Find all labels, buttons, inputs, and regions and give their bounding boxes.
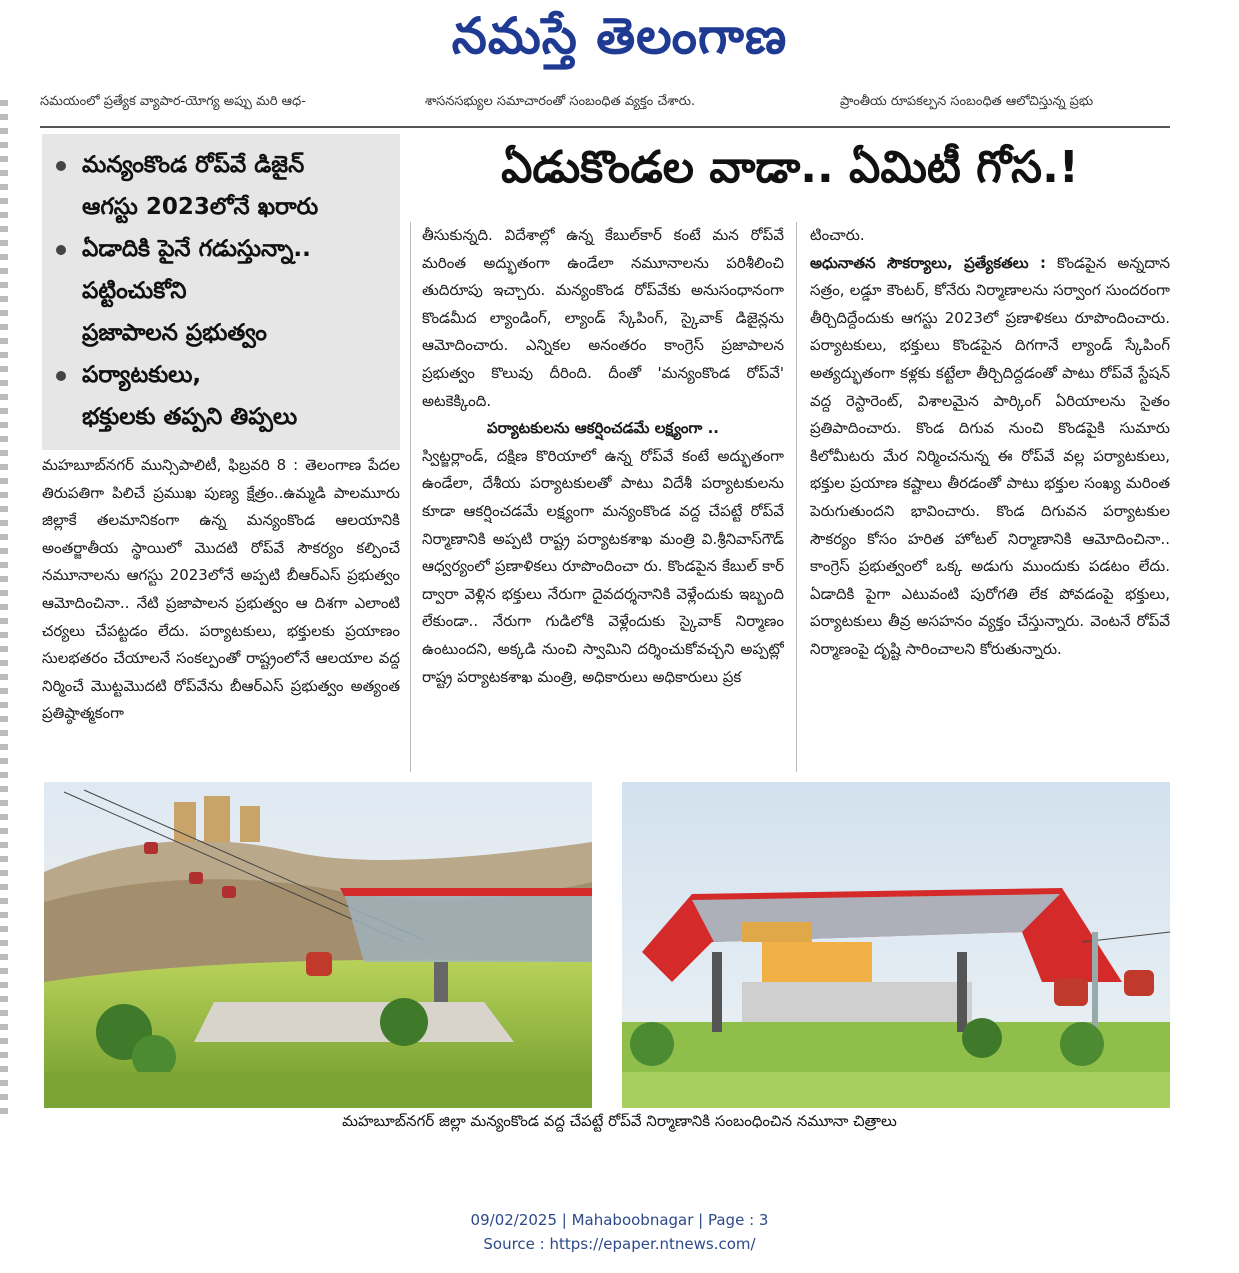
ropeway-render-hillside <box>44 782 592 1108</box>
highlight-2-line3: ప్రజాపాలన ప్రభుత్వం <box>82 320 267 346</box>
highlight-2-line2: పట్టించుకోని <box>82 278 187 304</box>
bullet-icon <box>56 245 66 255</box>
column-2-subhead: పర్యాటకులను ఆకర్షించడమే లక్ష్యంగా .. <box>487 419 719 438</box>
footer-date-edition: 09/02/2025 | Mahaboobnagar | Page : 3 <box>470 1211 769 1229</box>
highlight-1: మన్యంకొండ రోప్‌వే డిజైన్ <box>56 144 304 186</box>
article-column-2 <box>422 222 784 772</box>
photo-caption: మహబూబ్‌నగర్ జిల్లా మన్యంకొండ వద్ద చేపట్టే రోప్‌వే నిర్మాణానికి సంబంధించిన నమూనా చిత్రాలు <box>342 1112 897 1130</box>
column-2-text-b: స్విట్జర్లాండ్, దక్షిణ కొరియాలో ఉన్న రోప్‌వే కంటే అద్భుతంగా ఉండేలా, దేశీయ పర్యాటకులతో పాటు విదేశీ పర్యాటకులను కూడా ఆకర్షించడమే లక్ష్యంగా మన్యంకొండ వద్ద చేపట్టే రోప్‌వే నిర్మాణానికి అప్పటి రాష్ట్ర పర్యాటకశాఖ మంత్రి వి.శ్రీనివాస్‌గౌడ్ ఆధ్వర్యంలో ప్రణాళికలు రూపొందించా రు. కొండపైన కేబుల్ కార్ ద్వారా వెళ్లిన భక్తులు నేరుగా దైవదర్శనానికి వెళ్లేందుకు ఇబ్బంది లేకుండా.. నేరుగా గుడిలోకి వెళ్లేందుకు స్కైవాక్ నిర్మాణం ఉంటుందని, అక్కడి నుంచి స్వామిని దర్శించుకోవచ్చని అప్పట్లో రాష్ట్ర పర్యాటకశాఖ మంత్రి, అధికారులు అధికారులు ప్రక <box>422 446 784 686</box>
column-divider <box>796 222 797 772</box>
ropeway-render-station-image <box>622 782 1170 1108</box>
highlight-3-line2: భక్తులకు తప్పని తిప్పలు <box>82 404 298 430</box>
column-2-text-a: తీసుకున్నది. విదేశాల్లో ఉన్న కేబుల్‌కార్ కంటే మన రోప్‌వే మరింత అద్భుతంగా ఉండేలా నమూనాలను పరిశీలించి తుదిరూపు ఇచ్చారు. మన్యంకొండ రోప్‌వేకు అనుసంధానంగా కొండమీద ల్యాండింగ్, ల్యాండ్ స్కేపింగ్, స్కైవాక్ డిజైన్లను ఆమోదించారు. ఎన్నికల అనంతరం కాంగ్రెస్ ప్రజాపాలన ప్రభుత్వం కొలువు దీరింది. దీంతో 'మన్యంకొండ రోప్‌వే' అటకెక్కింది. <box>422 226 784 410</box>
article-column-1 <box>42 452 400 772</box>
highlights-box <box>42 134 400 450</box>
article-column-3 <box>810 222 1170 772</box>
top-rule <box>40 126 1170 128</box>
column-3-lead: అధునాతన సౌకర్యాలు, ప్రత్యేకతలు : <box>810 253 1047 272</box>
cutline-right: ప్రాంతీయ రూపకల్పన సంబంధిత ఆలోచిస్తున్న ప్రభు <box>840 94 1094 109</box>
bullet-icon <box>56 161 66 171</box>
page-edge-fold <box>0 100 8 1120</box>
article-headline: ఏడుకొండల వాడా.. ఏమిటీ గోస.! <box>501 142 1079 193</box>
column-3-text-b: అధునాతన సౌకర్యాలు, ప్రత్యేకతలు : కొండపైన అన్నదాన సత్రం, లడ్డూ కౌంటర్, కోనేరు నిర్మాణాలను సర్వాంగ సుందరంగా తీర్చిదిద్దేందుకు ఆగస్టు 2023లో ప్రణాళికలు రూపొందించారు. పర్యాటకులు, భక్తులు కొండపైన దిగగానే ల్యాండ్ స్కేపింగ్ అత్యద్భుతంగా కళ్లకు కట్టేలా తీర్చిదిద్దడంతో పాటు రోప్‌వే స్టేషన్ వద్ద రెస్టారెంట్, విశాలమైన పార్కింగ్ ఏరియాలను సైతం ప్రతిపాదించారు. కొండ దిగువ నుంచి కొండపైకి సుమారు కిలోమీటరు మేర నిర్మించనున్న ఈ రోప్‌వే వల్ల పర్యాటకులు, భక్తుల ప్రయాణ కష్టాలు తీరడంతో పాటు భక్తుల సంఖ్య మరింత పెరుగుతుందని భావించారు. కొండ దిగువన పర్యాటకుల సౌకర్యం కోసం హరిత హోటల్ నిర్మాణానికి ఆమోదించినా.. కాంగ్రెస్ ప్రభుత్వంలో ఒక్క అడుగు ముందుకు పడటం లేదు. ఏడాదికి పైగా ఎటువంటి పురోగతి లేక పోవడంపై భక్తులు, పర్యాటకులు తీవ్ర అసహనం వ్యక్తం చేస్తున్నారు. వెంటనే రోప్‌వే నిర్మాణంపై దృష్టి సారించాలని కోరుతున్నారు. <box>810 253 1170 658</box>
column-divider <box>410 222 411 772</box>
ropeway-render-station <box>622 782 1170 1108</box>
highlight-3: పర్యాటకులు, <box>56 354 201 396</box>
footer-source: Source : https://epaper.ntnews.com/ <box>483 1235 756 1253</box>
ropeway-render-hillside-image <box>44 782 592 1108</box>
highlight-1-line2: ఆగస్టు 2023లోనే ఖరారు <box>82 194 319 220</box>
cutline-center: శాసనసభ్యుల సమాచారంతో సంబంధిత వ్యక్తం చేశారు. <box>425 94 696 109</box>
column-3-text-a: టించారు. <box>810 226 865 244</box>
column-1-text: మహబూబ్‌నగర్ మున్సిపాలిటీ, ఫిబ్రవరి 8 : తెలంగాణ పేదల తిరుపతిగా పిలిచే ప్రముఖ పుణ్య క్షేత్రం..ఉమ్మడి పాలమూరు జిల్లాకే తలమానికంగా ఉన్న మన్యంకొండ ఆలయానికి అంతర్జాతీయ స్థాయిలో మొదటి రోప్‌వే సౌకర్యం కల్పించే నమూనాలను ఆగస్టు 2023లోనే అప్పటి బీఆర్‌ఎస్ ప్రభుత్వం ఆమోదించినా.. నేటి ప్రజాపాలన ప్రభుత్వం ఆ దిశగా ఎలాంటి చర్యలు చేపట్టడం లేదు. పర్యాటకులు, భక్తులకు ప్రయాణం సులభతరం చేయాలనే సంకల్పంతో రాష్ట్రంలోనే ఆలయాల వద్ద నిర్మించే మొట్టమొదటి రోప్‌వేను బీఆర్‌ఎస్ ప్రభుత్వం అత్యంత ప్రతిష్ఠాత్మకంగా <box>42 456 400 723</box>
masthead-logo: నమస్తే తెలంగాణ <box>451 6 788 65</box>
bullet-icon <box>56 371 66 381</box>
highlight-2: ఏడాదికి పైనే గడుస్తున్నా.. <box>56 228 311 270</box>
cutline-left: సమయంలో ప్రత్యేక వ్యాపార-యోగ్య అప్పు మరి ఆధ- <box>40 94 306 109</box>
